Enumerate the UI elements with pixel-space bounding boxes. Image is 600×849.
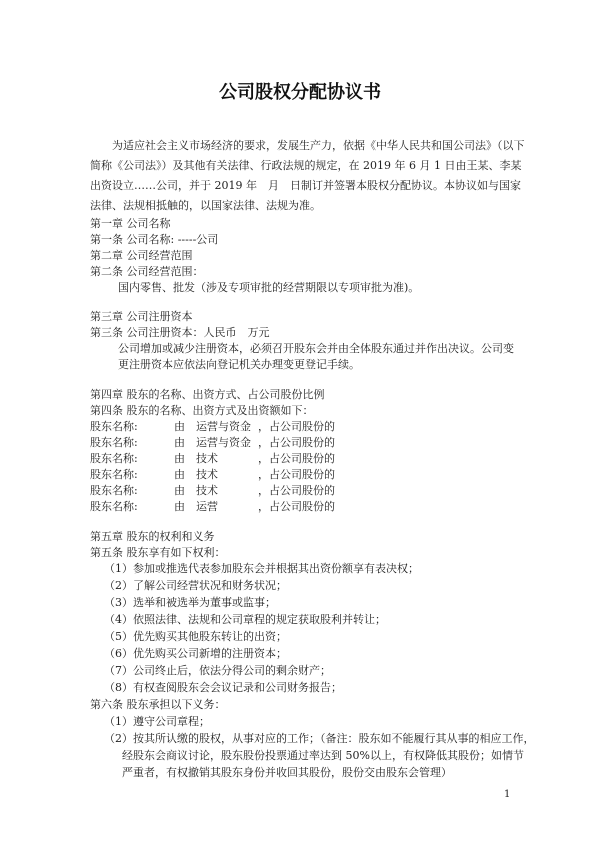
article-4: 第四条 股东的名称、出资方式及出资额如下： bbox=[90, 404, 314, 417]
chapter-4: 第四章 股东的名称、出资方式、占公司股份比例 bbox=[90, 388, 325, 401]
shareholder-label: 股东名称: bbox=[90, 420, 138, 433]
shareholder-label: 股东名称: bbox=[90, 436, 138, 449]
list-item: （8）有权查阅股东会会议记录和公司财务报告； bbox=[104, 681, 342, 694]
shareholder-by: 由 bbox=[174, 452, 185, 465]
article-5: 第五条 股东享有如下权利： bbox=[90, 546, 226, 559]
article-3: 第三条 公司注册资本：人民币 万元 bbox=[90, 326, 270, 339]
shareholder-label: 股东名称: bbox=[90, 484, 138, 497]
article-2-body: 国内零售、批发（涉及专项审批的经营期限以专项审批为准)。 bbox=[118, 281, 420, 294]
shareholder-method: 运营与资金 bbox=[196, 436, 251, 449]
article-1: 第一条 公司名称: -----公司 bbox=[90, 233, 219, 246]
list-item: （1）参加或推选代表参加股东会并根据其出资份额享有表决权； bbox=[104, 562, 419, 575]
list-item: （6）优先购买公司新增的注册资本； bbox=[104, 647, 287, 660]
list-item: （2）按其所认缴的股权，从事对应的工作；（备注：股东如不能履行其从事的相应工作， bbox=[104, 732, 535, 745]
shareholder-method: 运营 bbox=[196, 500, 218, 513]
shareholder-share: ，占公司股份的 bbox=[258, 468, 335, 481]
shareholder-share: ，占公司股份的 bbox=[258, 500, 335, 513]
shareholder-share: ，占公司股份的 bbox=[258, 420, 335, 433]
shareholder-method: 技术 bbox=[196, 452, 218, 465]
shareholder-label: 股东名称: bbox=[90, 468, 138, 481]
article-6: 第六条 股东承担以下义务： bbox=[90, 698, 226, 711]
shareholder-method: 技术 bbox=[196, 468, 218, 481]
list-item: （7）公司终止后，依法分得公司的剩余财产； bbox=[104, 664, 331, 677]
shareholder-by: 由 bbox=[174, 468, 185, 481]
article-2: 第二条 公司经营范围： bbox=[90, 265, 204, 278]
shareholder-share: ，占公司股份的 bbox=[258, 484, 335, 497]
shareholder-share: ，占公司股份的 bbox=[258, 436, 335, 449]
document-title: 公司股权分配协议书 bbox=[219, 82, 381, 103]
chapter-2: 第二章 公司经营范围 bbox=[90, 249, 193, 262]
shareholder-by: 由 bbox=[174, 500, 185, 513]
shareholder-method: 技术 bbox=[196, 484, 218, 497]
page-number: 1 bbox=[504, 789, 511, 800]
shareholder-label: 股东名称: bbox=[90, 500, 138, 513]
article-3-body-1: 公司增加或减少注册资本，必须召开股东会并由全体股东通过并作出决议。公司变 bbox=[118, 342, 514, 355]
list-item-continuation: 经股东会商议讨论，股东股份投票通过率达到 50%以上，有权降低其股份；如情节 bbox=[122, 749, 524, 762]
intro-text: 为适应社会主义市场经济的要求，发展生产力，依据《中华人民共和国公司法》（以下简称《公司法》）及其他有关法律、行政法规的规定，在 2019 年 6 月 1 日由王某、李某出资设立……公司，并于 2019 年 月 日制订并签署本股权分配协议。本协议如与国家法律、法规相抵触的，以国家法律、法规为准。 bbox=[90, 139, 525, 212]
list-item: （4）依照法律、法规和公司章程的规定获取股利并转让； bbox=[104, 613, 386, 626]
shareholder-method: 运营与资金 bbox=[196, 420, 251, 433]
shareholder-by: 由 bbox=[174, 420, 185, 433]
shareholder-label: 股东名称: bbox=[90, 452, 138, 465]
article-3-body-2: 更注册资本应依法向登记机关办理变更登记手续。 bbox=[118, 358, 360, 371]
shareholder-by: 由 bbox=[174, 484, 185, 497]
chapter-1: 第一章 公司名称 bbox=[90, 217, 171, 230]
shareholder-share: ，占公司股份的 bbox=[258, 452, 335, 465]
list-item: （3）选举和被选举为董事或监事； bbox=[104, 596, 276, 609]
chapter-3: 第三章 公司注册资本 bbox=[90, 310, 193, 323]
intro-paragraph bbox=[90, 136, 530, 216]
chapter-5: 第五章 股东的权利和义务 bbox=[90, 530, 215, 543]
shareholder-by: 由 bbox=[174, 436, 185, 449]
list-item: （2）了解公司经营状况和财务状况； bbox=[104, 579, 287, 592]
list-item: （5）优先购买其他股东转让的出资； bbox=[104, 630, 287, 643]
list-item-continuation: 严重者，有权撤销其股东身份并收回其股份，股份交由股东会管理） bbox=[122, 766, 452, 779]
list-item: （1）遵守公司章程； bbox=[104, 715, 210, 728]
